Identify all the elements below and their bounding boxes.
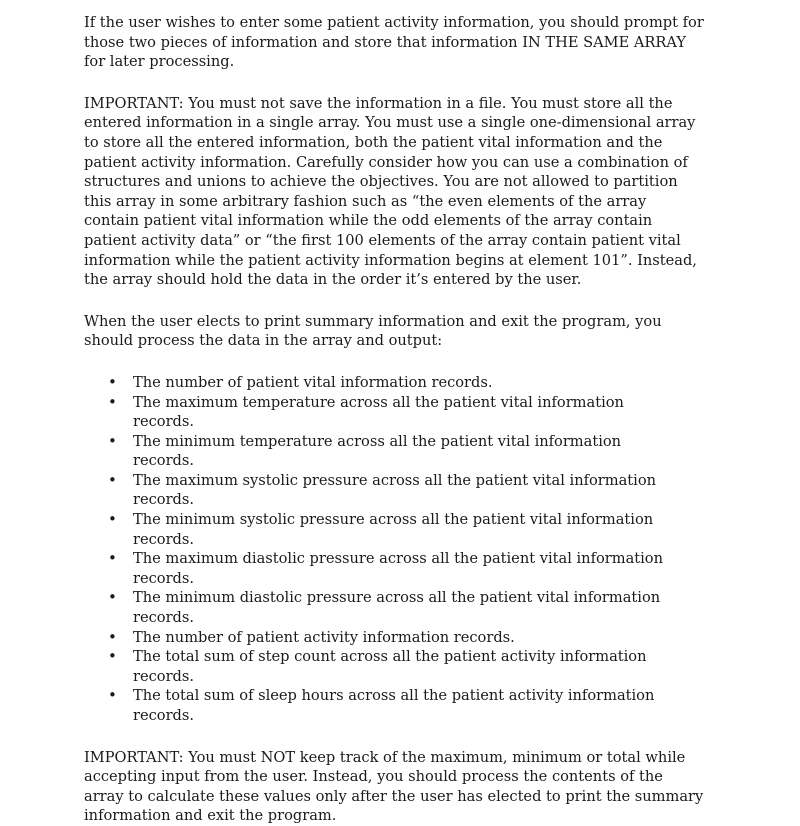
list-item-text: The number of patient vital information records. [133, 373, 493, 391]
list-item-text: The minimum temperature across all the patient vital information records. [133, 432, 622, 470]
bullet-icon: • [108, 431, 117, 450]
bullet-icon: • [108, 372, 117, 391]
bullet-icon: • [108, 470, 117, 489]
list-item [108, 392, 704, 432]
bullet-icon: • [108, 686, 117, 705]
list-item-text: The maximum temperature across all the patient vital information records. [133, 393, 624, 431]
paragraph-gap [84, 290, 704, 312]
paragraph-summary-intro: When the user elects to print summary information and exit the program, you should process the data in the array and output: [84, 312, 662, 350]
bullet-icon: • [108, 549, 117, 568]
paragraph-storage-requirements: IMPORTANT: You must not save the information in a file. You must store all the entered information in a single array. You must use a single one-dimensional array to store all the entered information, both the patient vital information and the patient activity information. Carefully consider how you can use a combination of structures and unions to achieve the objectives. You are not allowed to partition this array in some arbitrary fashion such as “the even elements of the array contain patient vital information while the odd elements of the array contain patient activity data” or “the first 100 elements of the array contain patient vital information while the patient activity information begins at element 101”. Instead, the array should hold the data in the order it’s entered by the user. [84, 94, 697, 289]
list-item [108, 510, 704, 549]
list-item-text: The number of patient activity information records. [133, 628, 515, 646]
bullet-icon: • [108, 588, 117, 607]
list-item [108, 431, 704, 471]
list-item-text: The minimum systolic pressure across all the patient vital information records. [133, 511, 654, 548]
bullet-icon: • [108, 392, 117, 411]
paragraph-gap [84, 72, 704, 94]
list-item [108, 588, 704, 627]
paragraph-gap [84, 351, 704, 373]
list-item [108, 647, 704, 686]
list-item-text: The total sum of sleep hours across all the patient activity information records. [133, 687, 655, 724]
list-item [108, 470, 704, 510]
document-body [84, 13, 704, 826]
paragraph-processing-requirements: IMPORTANT: You must NOT keep track of the maximum, minimum or total while accepting input from the user. Instead, you should process the contents of the array to calculate these values only after the user has elected to print the summary information and exit the program. [84, 748, 704, 825]
list-item-text: The minimum diastolic pressure across all the patient vital information records. [133, 589, 661, 627]
list-item-text: The maximum systolic pressure across all the patient vital information records. [133, 471, 657, 509]
list-item-text: The total sum of step count across all the patient activity information records. [133, 648, 647, 685]
paragraph-activity-input: If the user wishes to enter some patient activity information, you should prompt for those two pieces of information and store that information IN THE SAME ARRAY for later processing. [84, 14, 704, 71]
list-item [108, 372, 704, 393]
bullet-icon: • [108, 627, 117, 646]
list-item [108, 686, 704, 725]
bullet-icon: • [108, 510, 117, 529]
bullet-icon: • [108, 647, 117, 666]
list-item [108, 627, 704, 648]
list-item [108, 549, 704, 588]
summary-output-list [84, 373, 704, 726]
paragraph-gap [84, 726, 704, 748]
list-item-text: The maximum diastolic pressure across all the patient vital information records. [133, 550, 663, 587]
